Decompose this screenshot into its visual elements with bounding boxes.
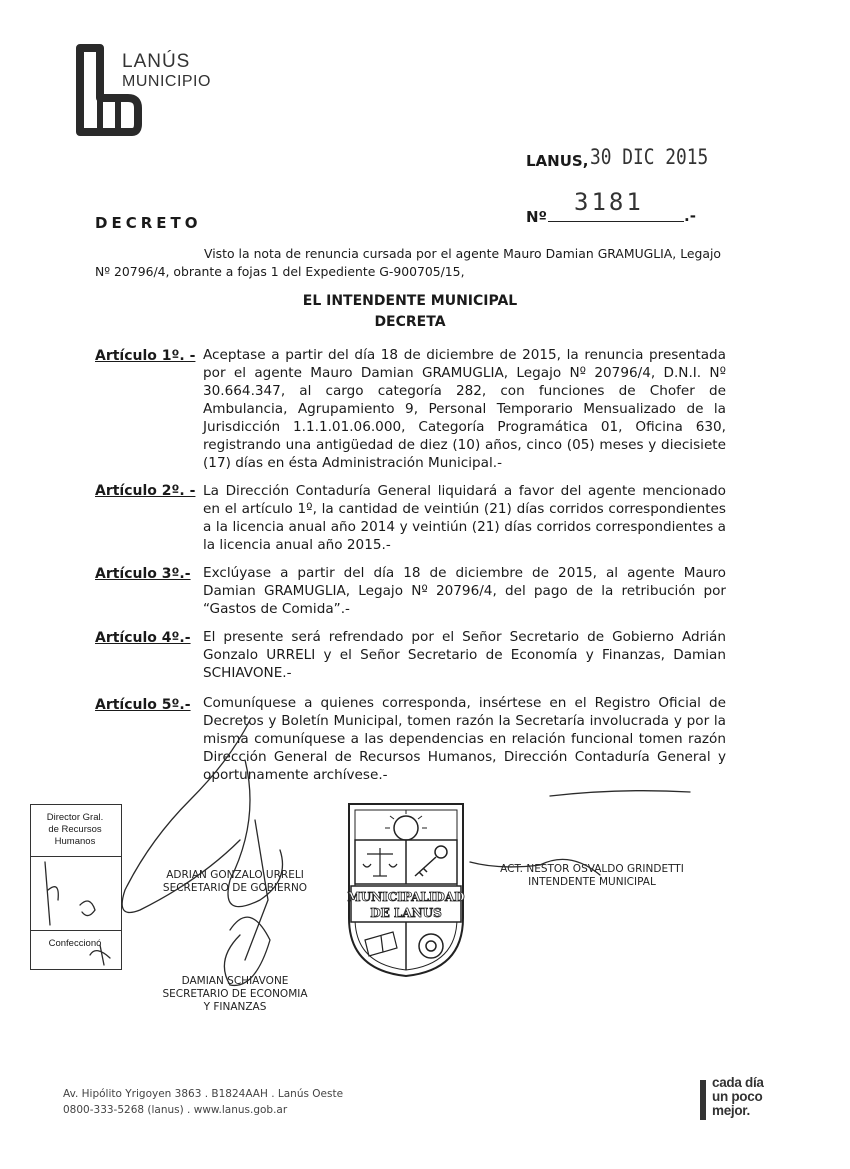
footer-phone-web: 0800-333-5268 (lanus) . www.lanus.gob.ar	[63, 1104, 288, 1116]
number-label: Nº	[526, 208, 548, 226]
approval-box-title-line1: Director Gral.	[46, 812, 104, 823]
article-5-label: Artículo 5º.-	[95, 697, 191, 713]
signature-economia-role: Y FINANZAS	[203, 1001, 267, 1013]
confecciono-label: Confeccionó	[48, 938, 102, 949]
date-label: LANUS,	[526, 152, 589, 170]
number-suffix: .-	[684, 207, 696, 225]
seal-line1: MUNICIPALIDAD	[347, 890, 465, 904]
slogan-bar-icon	[700, 1080, 708, 1120]
article-3-label: Artículo 3º.-	[95, 566, 191, 582]
heading-intendente: EL INTENDENTE MUNICIPAL	[302, 293, 518, 309]
article-4-text: El presente será refrendado por el Señor Secretario de Gobierno Adrián Gonzalo URRELI y el Señor Secretario de Economía y Finanzas, Damian SCHIAVONE.-	[203, 629, 726, 681]
signature-gobierno	[150, 869, 320, 895]
article-1-label: Artículo 1º. -	[95, 348, 196, 364]
signature-economia	[145, 975, 325, 1014]
signature-intendente-role: INTENDENTE MUNICIPAL	[528, 876, 656, 888]
signature-intendente-name: ACT. NESTOR OSVALDO GRINDETTI	[500, 863, 684, 875]
article-4-label: Artículo 4º.-	[95, 630, 191, 646]
slogan-line3: mejor.	[712, 1103, 750, 1118]
decree-number: 3181	[574, 188, 644, 216]
signature-economia-name: DAMIAN SCHIAVONE	[181, 975, 289, 987]
slogan-line1: cada día	[712, 1075, 764, 1090]
signature-gobierno-name: ADRIAN GONZALO URRELI	[166, 869, 304, 881]
logo-line2: MUNICIPIO	[122, 73, 211, 90]
approval-box-title-line3: Humanos	[54, 836, 96, 847]
article-3-text: Exclúyase a partir del día 18 de diciembre de 2015, al agente Mauro Damian GRAMUGLIA, Legajo Nº 20796/4, del pago de la retribución por “Gastos de Comida”.-	[203, 565, 726, 617]
heading-decreta: DECRETA	[374, 314, 446, 330]
seal-line2: DE LANUS	[370, 906, 442, 920]
municipio-logo-text	[122, 52, 211, 90]
intro-paragraph: Visto la nota de renuncia cursada por el agente Mauro Damian GRAMUGLIA, Legajo Nº 20796/4, obrante a fojas 1 del Expediente G-900705/15,	[95, 246, 721, 279]
date-stamp: 30 DIC 2015	[590, 145, 709, 169]
document-type: DECRETO	[95, 214, 202, 232]
article-5-text: Comuníquese a quienes corresponda, insértese en el Registro Oficial de Decretos y Boletín Municipal, tomen razón la Secretaría involucrada y por la misma comuníquese a las dependencias en relación funcional tomen razón Dirección General de Recursos Humanos, Dirección Contaduría General y oportunamente archívese.-	[203, 695, 726, 783]
article-2-text: La Dirección Contaduría General liquidará a favor del agente mencionado en el artículo 1º, la cantidad de veintiún (21) días corridos correspondientes a la licencia anual año 2014 y veintiún (21) días corridos correspondientes a la licencia anual año 2015.-	[203, 483, 726, 553]
municipal-seal-icon	[345, 800, 467, 978]
signature-gobierno-role: SECRETARIO DE GOBIERNO	[162, 882, 308, 894]
approval-box-title-line2: de Recursos	[48, 824, 102, 835]
logo-line1: LANÚS	[122, 51, 191, 72]
approval-box-divider	[30, 930, 121, 931]
number-underline	[548, 221, 684, 222]
signature-economia-role: SECRETARIO DE ECONOMIA	[162, 988, 308, 1000]
footer-contact	[63, 1086, 343, 1118]
approval-box-divider	[30, 856, 121, 857]
approval-box-title	[30, 812, 120, 848]
slogan-line2: un poco	[712, 1089, 763, 1104]
signature-intendente	[484, 863, 700, 889]
slogan	[712, 1076, 764, 1118]
article-2-label: Artículo 2º. -	[95, 483, 196, 499]
footer-address: Av. Hipólito Yrigoyen 3863 . B1824AAH . Lanús Oeste	[63, 1088, 344, 1100]
article-1-text: Aceptase a partir del día 18 de diciembre de 2015, la renuncia presentada por el agente Mauro Damian GRAMUGLIA, Legajo Nº 20796/4, D.N.I. Nº 30.664.347, al cargo categoría 282, con funciones de Chofer de Ambulancia, Agrupamiento 9, Personal Temporario Mensualizado de la Jurisdicción 1.1.1.01.06.000, Categoría Programática 01, Oficina 630, registrando una antigüedad de diez (10) años, cinco (05) meses y diecisiete (17) días en ésta Administración Municipal.-	[203, 347, 726, 471]
